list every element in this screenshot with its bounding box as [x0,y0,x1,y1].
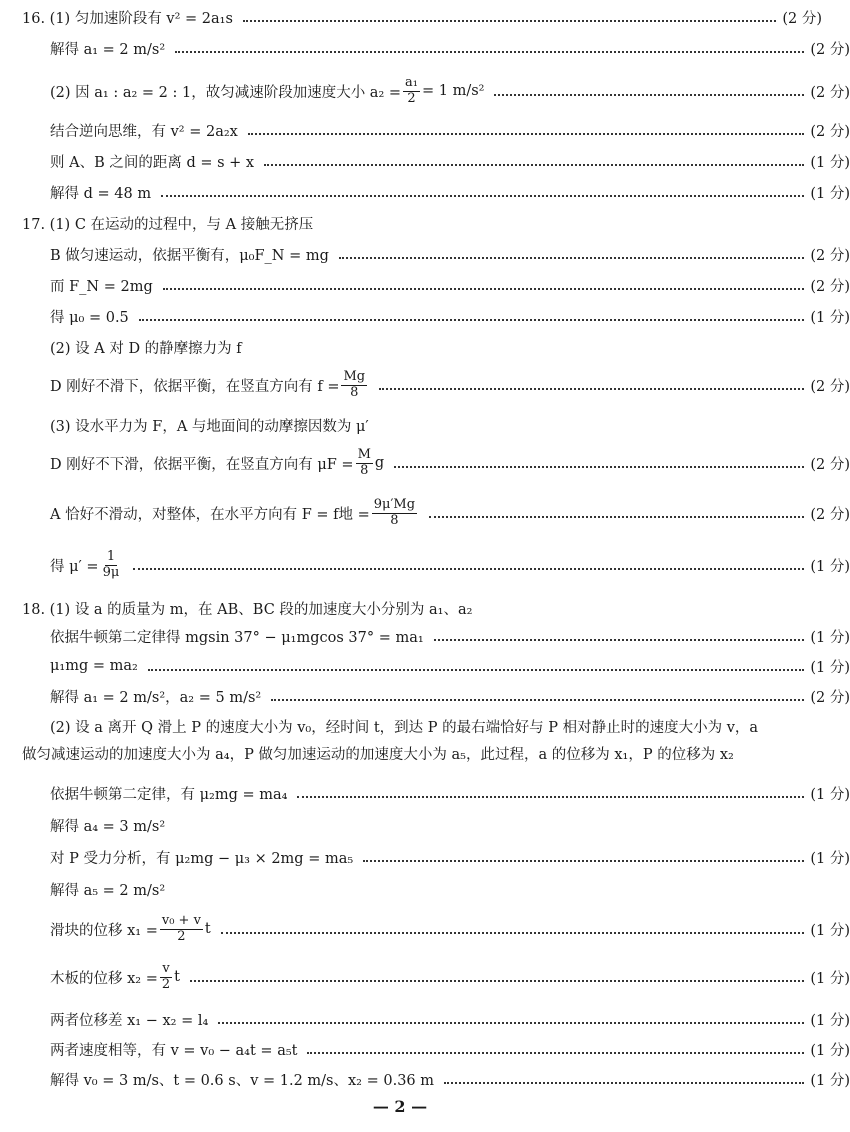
answer-line [0,274,850,296]
line-text: D 刚好不下滑，依据平衡，在竖直方向有 μF = [50,456,354,473]
answer-line [0,150,850,172]
dot-leader [444,1082,804,1084]
answer-line [0,6,822,28]
score-label: (1 分) [810,154,850,171]
dot-leader [221,932,805,934]
fraction: $\frac{\text{a₁}}{2}$ [405,75,418,106]
score-label: (2 分) [810,456,850,473]
answer-line [0,814,850,836]
dot-leader [264,164,804,166]
score-label: (2 分) [810,506,850,523]
dot-leader [175,51,804,53]
answer-line [0,655,850,677]
dot-leader [307,1052,804,1054]
dot-leader [339,257,804,259]
line-text: 则 A、B 之间的距离 d = s + x [50,154,255,171]
answer-line [0,1038,850,1060]
line-text: 18. (1) 设 a 的质量为 m，在 AB、BC 段的加速度大小分别为 a₁、a₂ [22,601,473,618]
line-text: 木板的位移 x₂ = [50,970,158,987]
answer-line [0,498,850,528]
answer-line [0,625,850,647]
paragraph-text: (2) 设 a 离开 Q 滑上 P 的速度大小为 v₀，经时间 t，到达 P 的最右端恰好与 P 相对静止时的速度大小为 v，a 做匀减速运动的加速度大小为 a₄，P 做匀加速运动的加速度大小为 a₅，此过程，a 的位移为 x₁，P 的位移为 x₂ [22,720,759,763]
score-label: (1 分) [810,1042,850,1059]
dot-leader [379,388,804,390]
line-text: 滑块的位移 x₁ = [50,922,158,939]
answer-line [0,597,822,619]
answer-line [0,212,822,234]
fraction: $\frac{M}{8}$ [357,447,371,478]
line-text-after: t [204,921,211,937]
answer-line [0,76,850,106]
score-label: (1 分) [810,786,850,803]
line-text: 解得 a₁ = 2 m/s² [50,41,166,58]
dot-leader [394,466,804,468]
score-label: (1 分) [810,1072,850,1089]
answer-line [0,685,850,707]
dot-leader [248,133,805,135]
answer-line [0,782,850,804]
line-text: (2) 因 a₁ : a₂ = 2 : 1，故匀减速阶段加速度大小 a₂ = [50,84,402,101]
dot-leader [218,1022,804,1024]
dot-leader [429,516,804,518]
line-text-after: t [174,969,180,985]
score-label: (1 分) [810,850,850,867]
dot-leader [139,319,805,321]
line-text: (3) 设水平力为 F，A 与地面间的动摩擦因数为 μ′ [50,418,369,435]
dot-leader [133,568,804,570]
fraction: $\frac{9\mu'Mg}{8}$ [373,497,416,528]
page-number: — 2 — [372,1097,428,1116]
line-text: 依据牛顿第二定律得 mgsin 37° − μ₁mgcos 37° = ma₁ [50,629,424,646]
line-text: 解得 v₀ = 3 m/s、t = 0.6 s、v = 1.2 m/s、x₂ = 0.36 m [50,1072,435,1089]
line-text: 16. (1) 匀加速阶段有 v² = 2a₁s [22,10,233,27]
dot-leader [271,699,804,701]
score-label: (2 分) [810,84,850,101]
score-label: (2 分) [810,689,850,706]
score-label: (2 分) [810,41,850,58]
score-label: (2 分) [810,278,850,295]
answer-line [0,370,850,400]
line-text: 结合逆向思维，有 v² = 2a₂x [50,123,238,140]
dot-leader [148,669,805,671]
dot-leader [163,288,805,290]
score-label: (2 分) [782,10,822,27]
score-label: (1 分) [810,970,850,987]
score-label: (1 分) [810,185,850,202]
dot-leader [434,639,805,641]
line-text: 17. (1) C 在运动的过程中，与 A 接触无挤压 [22,216,314,233]
answer-line [0,846,850,868]
score-label: (2 分) [810,378,850,395]
line-text-after: g [374,455,385,471]
answer-line [0,448,850,478]
answer-line [0,414,850,436]
line-text: μ₁mg = ma₂ [50,658,138,674]
fraction: $\frac{Mg}{8}$ [343,369,366,400]
line-text: 解得 a₁ = 2 m/s²，a₂ = 5 m/s² [50,689,262,706]
fraction: $\frac{1}{9\mu}$ [102,549,120,580]
dot-leader [363,860,804,862]
line-text: 得 μ′ = [50,558,99,575]
fraction: $\frac{\text{v₀ + v}}{2}$ [161,913,201,944]
line-text: B 做匀速运动，依据平衡有，μ₀F_N = mg [50,247,329,264]
dot-leader [243,20,776,22]
answer-line [0,119,850,141]
answer-line [0,914,850,944]
answer-line [0,181,850,203]
dot-leader [161,195,804,197]
answer-line [0,305,850,327]
line-text: 两者位移差 x₁ − x₂ = l₄ [50,1012,209,1029]
score-label: (2 分) [810,123,850,140]
line-text: 对 P 受力分析，有 μ₂mg − μ₃ × 2mg = ma₅ [50,850,354,867]
line-text: 解得 d = 48 m [50,185,152,202]
score-label: (2 分) [810,247,850,264]
line-text: 依据牛顿第二定律，有 μ₂mg = ma₄ [50,786,288,803]
answer-line [0,878,850,900]
score-label: (1 分) [810,558,850,575]
answer-line [0,1068,850,1090]
score-label: (1 分) [810,1012,850,1029]
line-text: A 恰好不滑动，对整体，在水平方向有 F = f地 = [50,506,370,523]
line-text: 解得 a₅ = 2 m/s² [50,882,166,899]
dot-leader [494,94,804,96]
line-text: 而 F_N = 2mg [50,278,153,295]
score-label: (1 分) [810,659,850,676]
line-text: 两者速度相等，有 v = v₀ − a₄t = a₅t [50,1042,298,1059]
answer-line [0,336,850,358]
answer-line [0,243,850,265]
line-text: D 刚好不滑下，依据平衡，在竖直方向有 f = [50,378,340,395]
score-label: (1 分) [810,309,850,326]
answer-line [0,550,850,580]
answer-line [0,962,850,992]
score-label: (1 分) [810,922,850,939]
dot-leader [297,796,804,798]
score-label: (1 分) [810,629,850,646]
line-text: 得 μ₀ = 0.5 [50,309,129,326]
line-text: (2) 设 A 对 D 的静摩擦力为 f [50,340,242,357]
line-text: 解得 a₄ = 3 m/s² [50,818,166,835]
dot-leader [190,980,804,982]
fraction: $\frac{v}{2}$ [161,961,171,992]
answer-line [0,37,850,59]
line-text-after: = 1 m/s² [422,83,485,99]
answer-line [0,1008,850,1030]
